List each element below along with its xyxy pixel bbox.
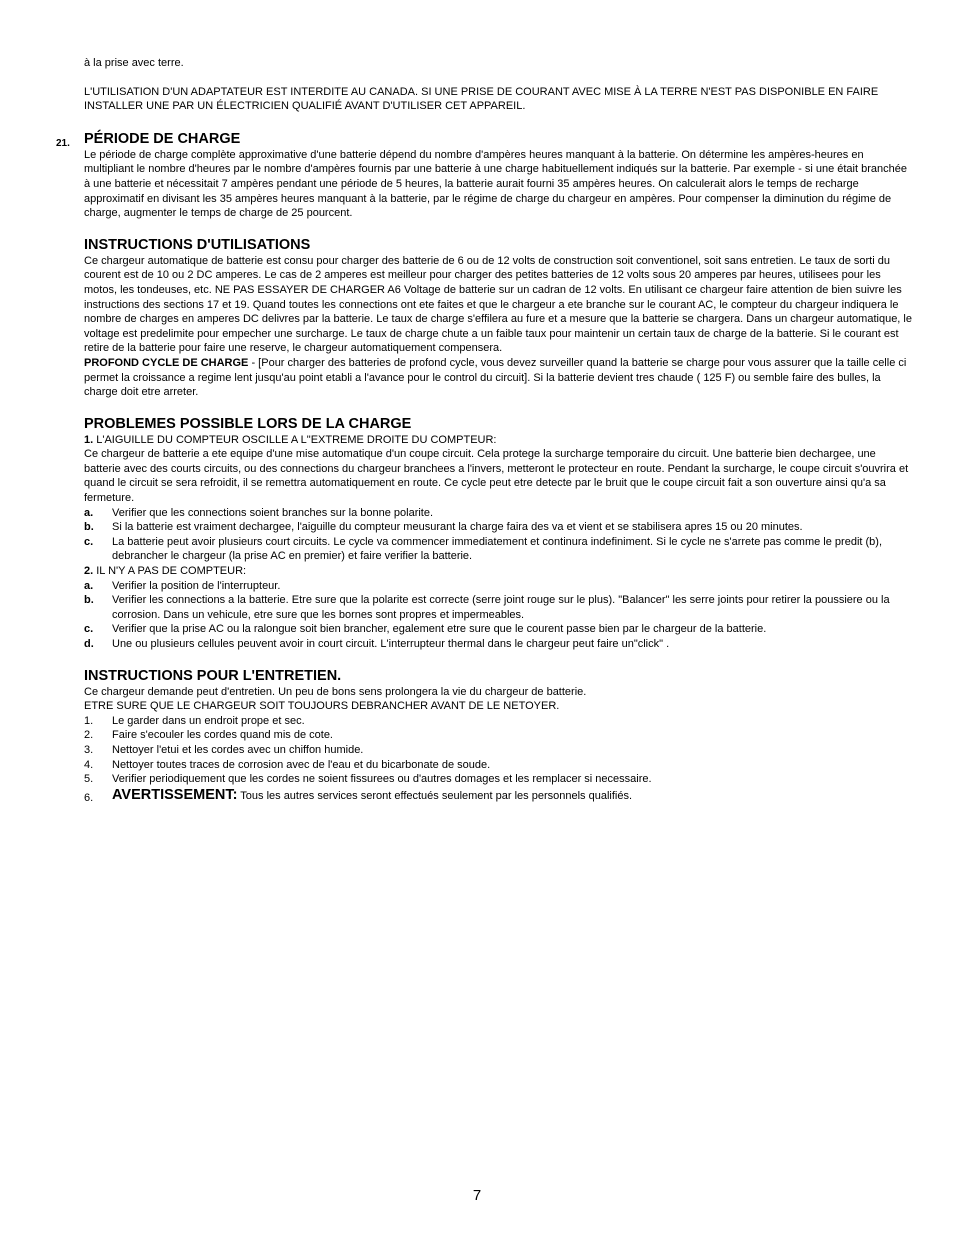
list-item-label: 3. <box>84 743 94 756</box>
deep-cycle-text: - [Pour charger des batteries de profond cycle, vous devez surveiller quand la batterie se charge pour vous assurer que la taille celle ci permet la croissance a regime lent jusqu'au point etabli a l'avance pour le control du circuit]. Si la batterie devient tres chaude ( 125 F) ou semble faire des bulles, la charge doit etre arreter. <box>84 356 907 399</box>
list-item-label: 4. <box>84 758 94 771</box>
canada-warning: L'UTILISATION D'UN ADAPTATEUR EST INTERDITE AU CANADA. SI UNE PRISE DE COURANT AVEC MISE À LA TERRE N'EST PAS DISPONIBLE EN FAIRE INSTALLER UNE PAR UN ÉLECTRICIEN QUALIFIÉ AVANT D'UTILISER CET APPAREIL. <box>84 85 879 113</box>
deep-cycle-label: PROFOND CYCLE DE CHARGE <box>84 356 249 369</box>
section-entretien-heading <box>84 668 914 685</box>
list-item <box>84 637 914 652</box>
section-problemes-title: PROBLEMES POSSIBLE LORS DE LA CHARGE <box>84 415 412 432</box>
problem-2-heading <box>84 564 914 579</box>
section-problemes-heading <box>84 416 914 433</box>
entretien-line-2: ETRE SURE QUE LE CHARGEUR SOIT TOUJOURS DEBRANCHER AVANT DE LE NETOYER. <box>84 700 560 713</box>
warning-title: AVERTISSEMENT: <box>112 786 238 803</box>
list-item <box>84 506 914 521</box>
list-item <box>84 758 914 773</box>
list-item <box>84 535 914 564</box>
list-item <box>84 743 914 758</box>
section-utilisation-title: INSTRUCTIONS D'UTILISATIONS <box>84 236 311 253</box>
list-item-label: a. <box>84 579 94 592</box>
list-item-text: Verifier que la prise AC ou la ralongue soit bien brancher, egalement etre sure que le courent passe bien par le chargeur de la batterie. <box>112 623 767 636</box>
list-item-label: b. <box>84 521 94 534</box>
list-item <box>84 728 914 743</box>
problem-1-heading <box>84 433 914 448</box>
deep-cycle-paragraph <box>84 356 914 400</box>
list-item-text: La batterie peut avoir plusieurs court circuits. Le cycle va commencer immediatement et continura indefiniment. Si le cycle ne s'arrete pas comme le predit (b), debrancher le chargeur (la prise AC en premier) et faire verifier la batterie. <box>112 535 882 563</box>
list-item-text: Le garder dans un endroit prope et sec. <box>112 714 305 727</box>
list-item-label: b. <box>84 594 94 607</box>
section-periode-body: Le période de charge complète approximative d'une batterie dépend du nombre d'ampères heures manquant à la batterie. On détermine les ampères-heures en multipliant le nombre d'heures par le nombre d'ampères fournis par une batterie à une charge habituellement indiqués sur la batterie. Par exemple - si une était branchée à une batterie et nécessitait 7 ampères pendant une période de 5 heures, la batterie aurait fourni 35 ampères heures. On calculerait alors le temps de recharge approximatif en divisant les 35 ampères heures manquant à la batterie, par le régime de charge du chargeur en ampères. Pour compenser la diminution du régime de charge, augmenter le temps de charge de 25 pourcent. <box>84 148 907 220</box>
list-item-label: 5. <box>84 773 94 786</box>
list-item <box>84 579 914 594</box>
list-item-text: Verifier la position de l'interrupteur. <box>112 579 281 592</box>
section-entretien-title: INSTRUCTIONS POUR L'ENTRETIEN. <box>84 667 342 684</box>
intro-line: à la prise avec terre. <box>84 57 184 69</box>
problem-1-title: L'AIGUILLE DU COMPTEUR OSCILLE A L"EXTREME DROITE DU COMPTEUR: <box>93 433 497 446</box>
section-utilisation-heading <box>84 237 914 254</box>
list-item-text: Si la batterie est vraiment dechargee, l'aiguille du compteur meusurant la charge faira des va et vient et se stabilisera apres 15 ou 20 minutes. <box>112 521 803 534</box>
list-item-label: c. <box>84 535 94 548</box>
problem-2-title: IL N'Y A PAS DE COMPTEUR: <box>93 565 247 578</box>
list-item-label: c. <box>84 623 94 636</box>
list-item-label: a. <box>84 506 94 519</box>
page-number: 7 <box>472 1187 482 1204</box>
section-number: 21. <box>56 137 70 149</box>
list-item-text: Verifier les connections a la batterie. Etre sure que la polarite est correcte (serre joint rouge sur le plus). "Balancer" les serre joints pour retirer la poussiere ou la corrosion. Dans un vehicule, etre sure que les bornes sont propres et impermeables. <box>112 594 890 621</box>
list-item-text: Faire s'ecouler les cordes quand mis de cote. <box>112 729 333 742</box>
list-item <box>84 593 914 622</box>
entretien-line-1: Ce chargeur demande peut d'entretien. Un peu de bons sens prolongera la vie du chargeur de batterie. <box>84 685 587 698</box>
problem-1-number: 1. <box>84 433 94 446</box>
section-utilisation-body: Ce chargeur automatique de batterie est consu pour charger des batterie de 6 ou de 12 volts de construction soit conventionel, soit sans entretien. Le taux de sorti du courent est de 10 ou 2 DC amperes. Le cas de 2 amperes est meilleur pour charger des petites batteries de 12 volts sous 20 amperes par heures, utilisees pour les motos, les tondeuses, etc. NE PAS ESSAYER DE CHARGER A6 Voltage de batterie sur un cadran de 12 volts. En utilisant ce chargeur faire attention de bien suivre les instructions des sections 17 et 19. Quand toutes les connections ont ete faites et que le chargeur a ete branche sur le courant AC, le compteur du chargeur indiquera le nombre de charges en amperes DC delivres par la batterie. Le taux de charge s'effilera au fure et a mesure que la batterie se chargera. Dans un chargeur automatique, le voltage est predelimite pour empecher une surcharge. Le taux de charge chute a un faible taux pour maintenir un certain taux de charge de la batterie. Si le courant est retire de la batterie pour faire une reserve, le chargeur automatiquement compensera. <box>84 254 912 355</box>
section-periode-heading <box>56 130 914 149</box>
page-content <box>56 56 914 804</box>
list-item <box>84 714 914 729</box>
list-item <box>84 622 914 637</box>
list-item-label: 2. <box>84 729 94 742</box>
list-item <box>84 520 914 535</box>
list-item-text: Nettoyer l'etui et les cordes avec un chiffon humide. <box>112 743 364 756</box>
problem-1-body: Ce chargeur de batterie a ete equipe d'une mise automatique d'un coupe circuit. Cela protege la surcharge temporaire du circuit. Une batterie bien dechargee, une batterie avec des courts circuits, ou des connections du chargeur branchees a l'invers, metteront le protecteur en route. Pendant la surcharge, le coupe circuit s'ouvrira et quand le circuit se sera refroidit, il se remettra automatiquement en route. Ce cycle peut etre detecte par le bruit que le coupe circuit fait a son ouverture ainsi qu'a sa fermeture. <box>84 448 909 505</box>
list-item-label: 1. <box>84 714 94 727</box>
warning-text: Tous les autres services seront effectués seulement par les personnels qualifiés. <box>237 789 633 802</box>
list-item-text: Une ou plusieurs cellules peuvent avoir in court circuit. L'interrupteur thermal dans le chargeur peut faire un"click" . <box>112 638 670 650</box>
list-item-text: Nettoyer toutes traces de corrosion avec de l'eau et du bicarbonate de soude. <box>112 758 491 771</box>
list-item-text: Verifier que les connections soient branches sur la bonne polarite. <box>112 506 434 519</box>
list-item-text: Verifier periodiquement que les cordes ne soient fissurees ou d'autres domages et les remplacer si necessaire. <box>112 773 652 786</box>
list-item-label: d. <box>84 638 94 650</box>
warning-label: 6. <box>84 791 94 804</box>
problem-2-number: 2. <box>84 565 94 578</box>
warning-item <box>84 788 914 804</box>
list-item <box>84 772 914 787</box>
section-periode-title: PÉRIODE DE CHARGE <box>84 130 241 147</box>
